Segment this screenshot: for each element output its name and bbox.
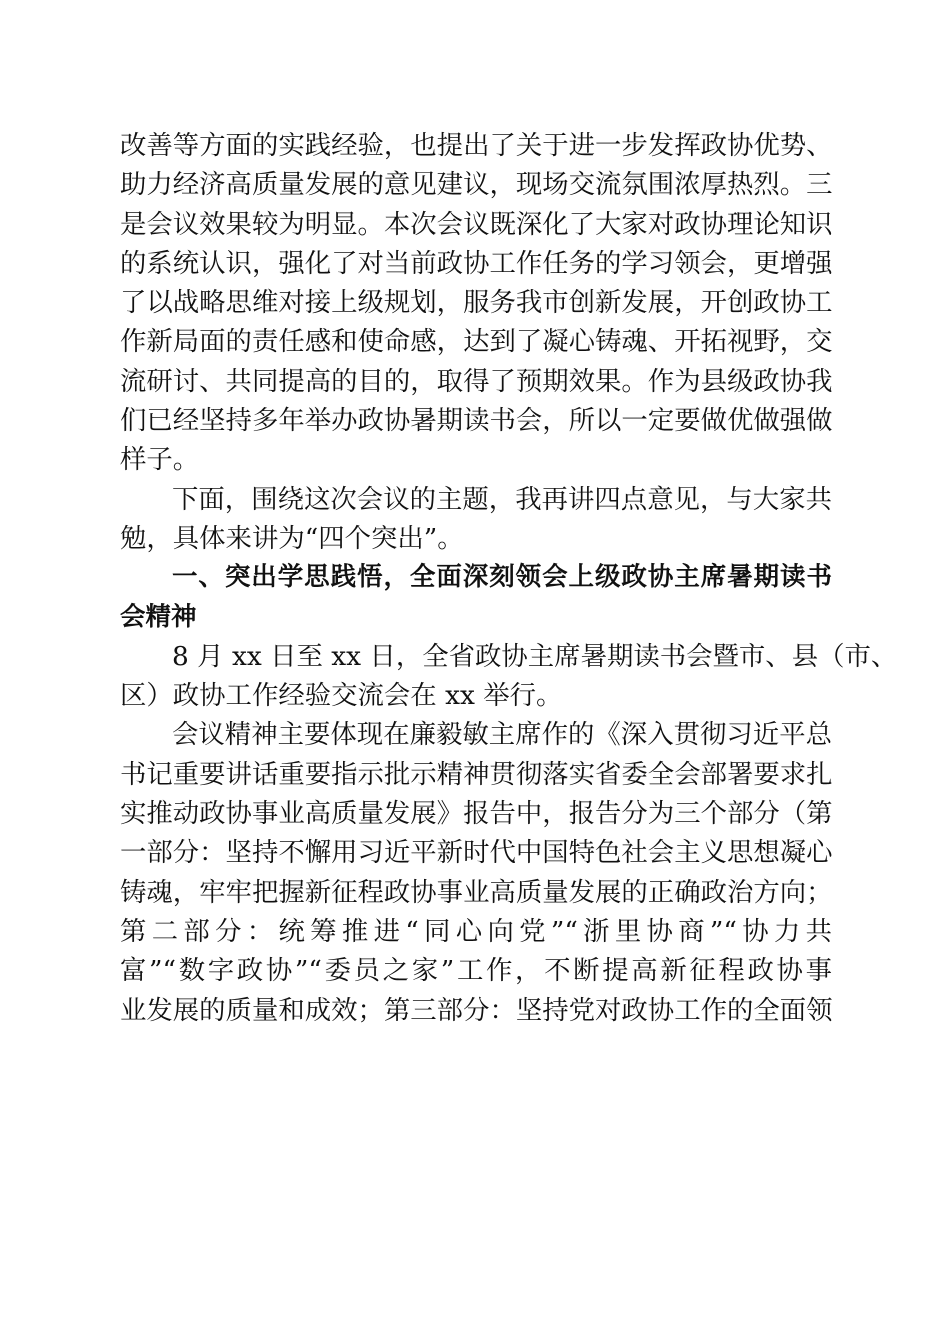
paragraph-line: 业发展的质量和成效；第三部分：坚持党对政协工作的全面领 bbox=[120, 994, 833, 1026]
paragraph-line: 作新局面的责任感和使命感，达到了凝心铸魂、开拓视野，交 bbox=[120, 326, 833, 358]
paragraph-line: 第二部分：统筹推进“同心向党”“浙里协商”“协力共 bbox=[120, 915, 832, 947]
paragraph-line: 一部分：坚持不懈用习近平新时代中国特色社会主义思想凝心 bbox=[120, 837, 833, 869]
paragraph-line: 样子。 bbox=[120, 444, 200, 476]
paragraph-line: 了以战略思维对接上级规划，服务我市创新发展，开创政协工 bbox=[120, 287, 833, 319]
paragraph-line: 实推动政协事业高质量发展》报告中，报告分为三个部分（第 bbox=[120, 798, 833, 830]
paragraph-line: 的系统认识，强化了对当前政协工作任务的学习领会，更增强 bbox=[120, 247, 833, 279]
paragraph-line: 流研讨、共同提高的目的，取得了预期效果。作为县级政协我 bbox=[120, 365, 833, 397]
paragraph-line: 下面，围绕这次会议的主题，我再讲四点意见，与大家共 bbox=[172, 483, 832, 515]
paragraph-line: 区）政协工作经验交流会在 xx 举行。 bbox=[120, 680, 563, 712]
paragraph-line: 是会议效果较为明显。本次会议既深化了大家对政协理论知识 bbox=[120, 208, 833, 240]
paragraph-line: 会议精神主要体现在廉毅敏主席作的《深入贯彻习近平总 bbox=[172, 719, 832, 751]
section-heading: 会精神 bbox=[120, 601, 197, 632]
document-body bbox=[120, 126, 898, 1030]
paragraph-line: 改善等方面的实践经验，也提出了关于进一步发挥政协优势、 bbox=[120, 130, 833, 161]
paragraph-line: 书记重要讲话重要指示批示精神贯彻落实省委全会部署要求扎 bbox=[120, 758, 833, 790]
paragraph-line: 助力经济高质量发展的意见建议，现场交流氛围浓厚热烈。三 bbox=[120, 169, 833, 201]
paragraph-line: 富”“数字政协”“委员之家”工作，不断提高新征程政协事 bbox=[120, 955, 832, 987]
section-heading: 一、突出学思践悟，全面深刻领会上级政协主席暑期读书 bbox=[172, 562, 832, 593]
paragraph-line: 勉，具体来讲为“四个突出”。 bbox=[120, 522, 464, 554]
paragraph-line: 铸魂，牢牢把握新征程政协事业高质量发展的正确政治方向； bbox=[120, 876, 833, 908]
paragraph-line: 8 月 xx 日至 xx 日，全省政协主席暑期读书会暨市、县（市、 bbox=[172, 640, 898, 672]
paragraph-line: 们已经坚持多年举办政协暑期读书会，所以一定要做优做强做 bbox=[120, 405, 833, 437]
